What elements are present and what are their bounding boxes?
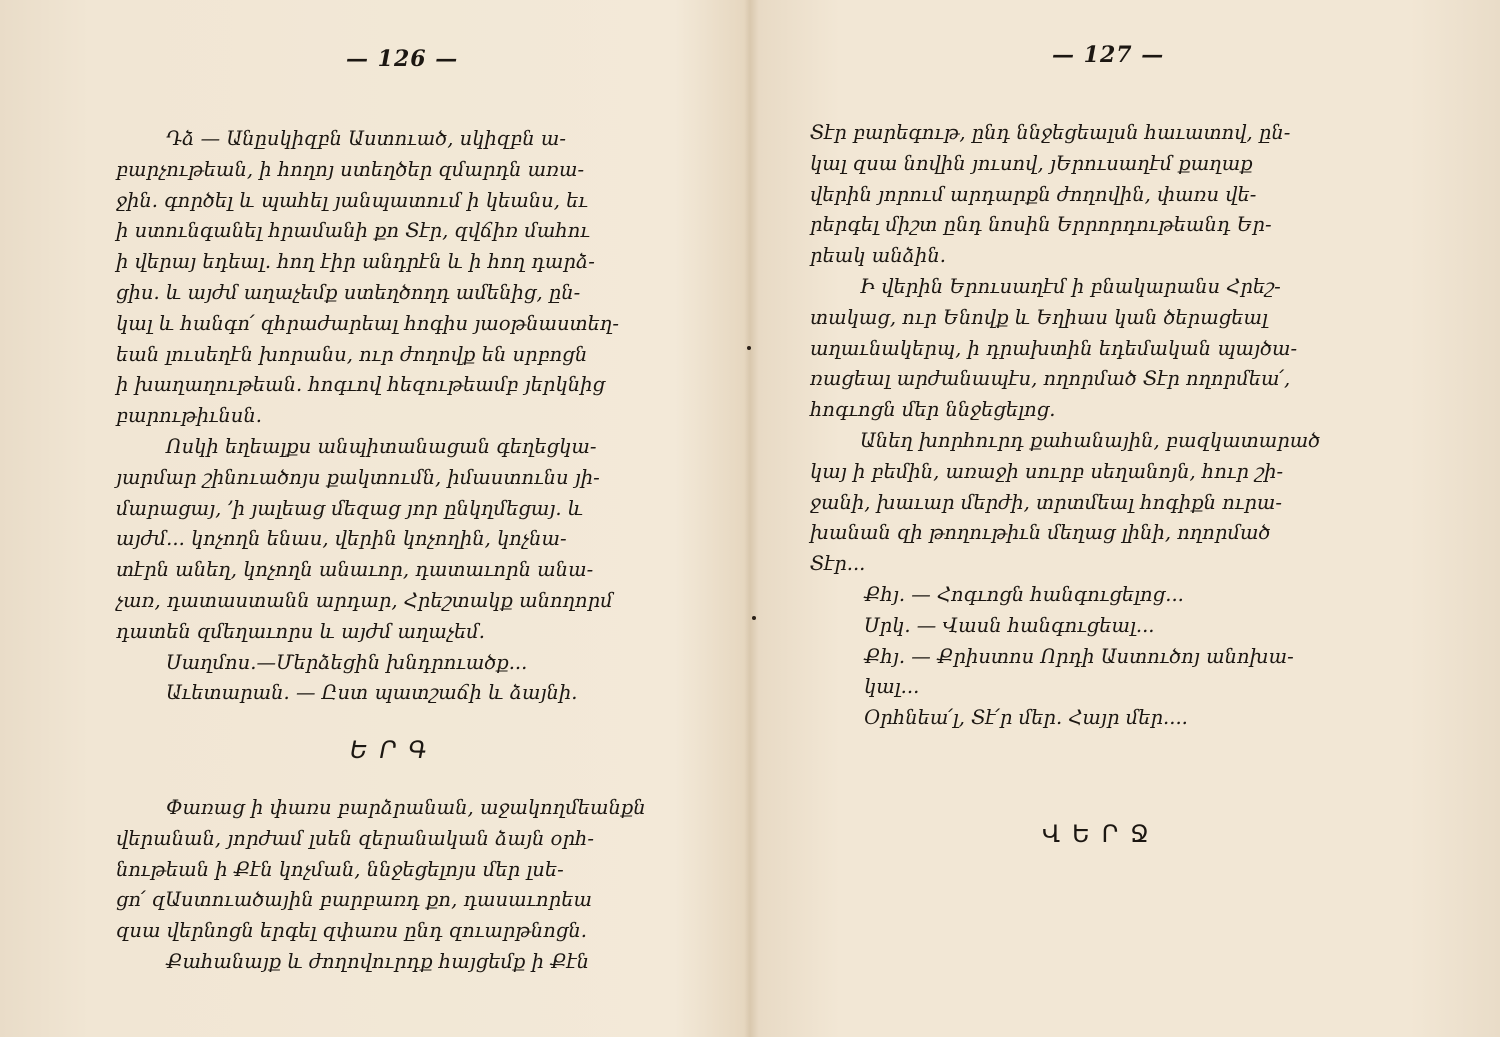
paragraph: Ոսկի եղեալքս անպիտանացան գեղեցկա- յարմար շինուածոյս քակտումն, իմաստունս յի- մարացայ, ՚ի յալեաց մեզաց յոր ընկղմեցայ. և այժմ... կոչողն ենաս, վերին կոչողին, կոչնա- տէրն անեղ, կոչողն անաւոր, դատաւորն անա- չառ, դատաստանն արդար, Հրեշտակք անողորմ դատեն զմեղաւորս և այժմ աղաչեմ. (116, 434, 613, 643)
paragraph: Աւետարան. — Ըստ պատշաճի և ձայնի. (166, 681, 578, 705)
left-page (0, 0, 748, 1037)
dialogue-line: Քհյ. — Քրիստոս Որդի Աստուծոյ անոխա- կալ... (864, 644, 1294, 699)
ink-speck (752, 616, 756, 620)
page-body (810, 118, 1380, 734)
dialogue-line: Սրկ. — Վասն հանգուցեալ... (864, 613, 1155, 637)
ink-speck (747, 346, 751, 350)
dialogue-line: Քհյ. — Հոգւոցն հանգուցելոց... (864, 582, 1184, 606)
paragraph: Դձ — Անըսկիզբն Աստուած, սկիզբն ա- բարչութեան, ի հողոյ ստեղծեր զմարդն առա- ջին. գործել և պահել յանպատում ի կեանս, եւ ի ստունգանել հրամանի քո Տէր, զվճիռ մահու ի վերայ եդեալ. հող էիր անդրէն և ի հող դարձ- ցիս. և այժմ աղաչեմք ստեղծողդ ամենից, ըն- կալ և հանգո՛ զհրաժարեալ հոգիս յաօթնաստեղ- եան լուսեղէն խորանս, ուր ժողովք են սրբոցն ի խաղաղութեան. հոգւով հեզութեամբ յերկնից բարութիւնսն. (116, 127, 619, 428)
paragraph: Սաղմոս.—Մերձեցին խնդրուածք... (166, 650, 528, 674)
page-number: — 126 — (346, 46, 459, 72)
right-page (752, 0, 1500, 1037)
paragraph: Տէր բարեգութ, ընդ ննջեցեալսն հաւատով, ըն- կալ զսա նովին յուսով, յԵրուսաղէմ քաղաք վերին յորում արդարքն ժողովին, փառս վե- րերգել միշտ ընդ նոսին Երրորդութեանդ Եր- րեակ անձին. (810, 121, 1291, 268)
dialogue-line: Օրհնեա՛լ, Տէ՛ր մեր. Հայր մեր.... (864, 706, 1188, 730)
paragraph: Փառաց ի փառս բարձրանան, աջակողմեանքն վերանան, յորժամ լսեն զերանական ձայն օրհ- նութեան ի Քէն կոչման, ննջեցելոյս մեր լսե- ցո՛ զԱստուածային բարբառդ քո, դասաւորեա զսա վերնոցն երգել զփառս ընդ զուարթնոցն. (116, 796, 646, 943)
section-heading: ԵՐԳ (350, 736, 439, 764)
paragraph: Քահանայք և ժողովուրդք հայցեմք ի Քէն (166, 949, 590, 973)
page-body (116, 124, 676, 709)
song-body (116, 793, 676, 978)
paragraph: Անեղ խորհուրդ քահանային, բազկատարած կայ ի բեմին, առաջի սուրբ սեղանոյն, հուր շի- ջանի, խաւար մերժի, տրտմեալ հոգիքն ուրա- խանան զի թողութիւն մեղաց լինի, ողորմած Տէր... (810, 428, 1321, 576)
page-number: — 127 — (1052, 42, 1165, 68)
end-heading: ՎԵՐՋ (1042, 820, 1161, 848)
paragraph: Ի վերին Երուսաղէմ ի բնակարանս Հրեշ- տակաց, ուր Ենովք և Եղիաս կան ծերացեալ աղաւնակերպ, ի դրախտին եդեմական պայծա- ռացեալ արժանապէս, ողորմած Տէր ողորմեա՛, հոգւոցն մեր ննջեցելոց. (810, 274, 1298, 422)
